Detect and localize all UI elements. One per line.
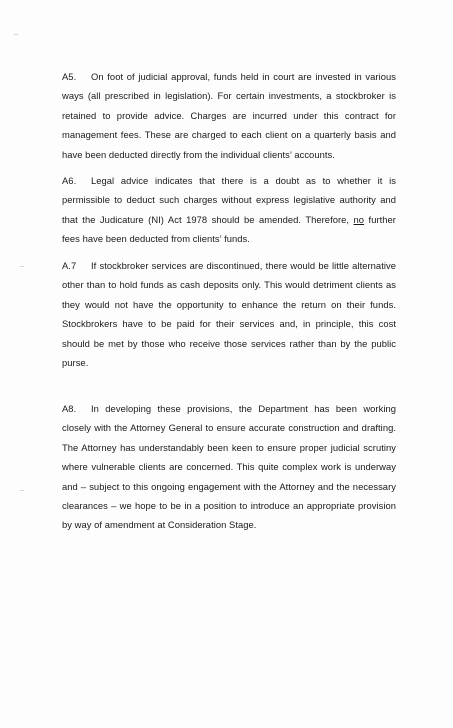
paragraph-number: A8. (62, 403, 77, 414)
paragraph-a5 (62, 67, 396, 164)
paragraph-text: On foot of judicial approval, funds held in court are invested in various ways (all prescribed in legislation). For certain investments, a stockbroker is retained to provide advice. Charges are incurred under this contract for management fees. These are charged to each client on a quarterly basis and have been deducted directly from the individual clients’ accounts. (62, 71, 396, 160)
scan-speck (20, 490, 24, 491)
paragraph-number: A.7 (62, 260, 77, 271)
scan-speck (20, 266, 24, 267)
paragraph-text-continued: further fees have been deducted from clients’ funds. (62, 213, 396, 245)
paragraph-number: A5. (62, 71, 77, 82)
paragraph-text: Legal advice indicates that there is a doubt as to whether it is permissible to deduct such charges without express legislative authority and that the Judicature (NI) Act 1978 should be amended. Therefore, (62, 175, 396, 225)
paragraph-a7 (62, 256, 396, 372)
paragraph-number: A6. (62, 175, 77, 186)
scan-speck (14, 34, 18, 35)
paragraph-text: In developing these provisions, the Department has been working closely with the Attorney General to ensure accurate construction and drafting. The Attorney has understandably been keen to ensure proper judicial scrutiny where vulnerable clients are concerned. This quite complex work is underway and – subject to this ongoing engagement with the Attorney and the necessary clearances – we hope to be in a position to introduce an appropriate provision by way of amendment at Consideration Stage. (62, 403, 396, 531)
paragraph-a8 (62, 399, 396, 535)
paragraph-a6 (62, 171, 396, 249)
underlined-word: no (353, 213, 365, 225)
paragraph-text: If stockbroker services are discontinued, there would be little alternative other than to hold funds as cash deposits only. This would detriment clients as they would not have the opportunity to enhance the return on their funds. Stockbrokers have to be paid for their services and, in principle, this cost should be met by those who receive those services rather than by the public purse. (62, 260, 396, 369)
